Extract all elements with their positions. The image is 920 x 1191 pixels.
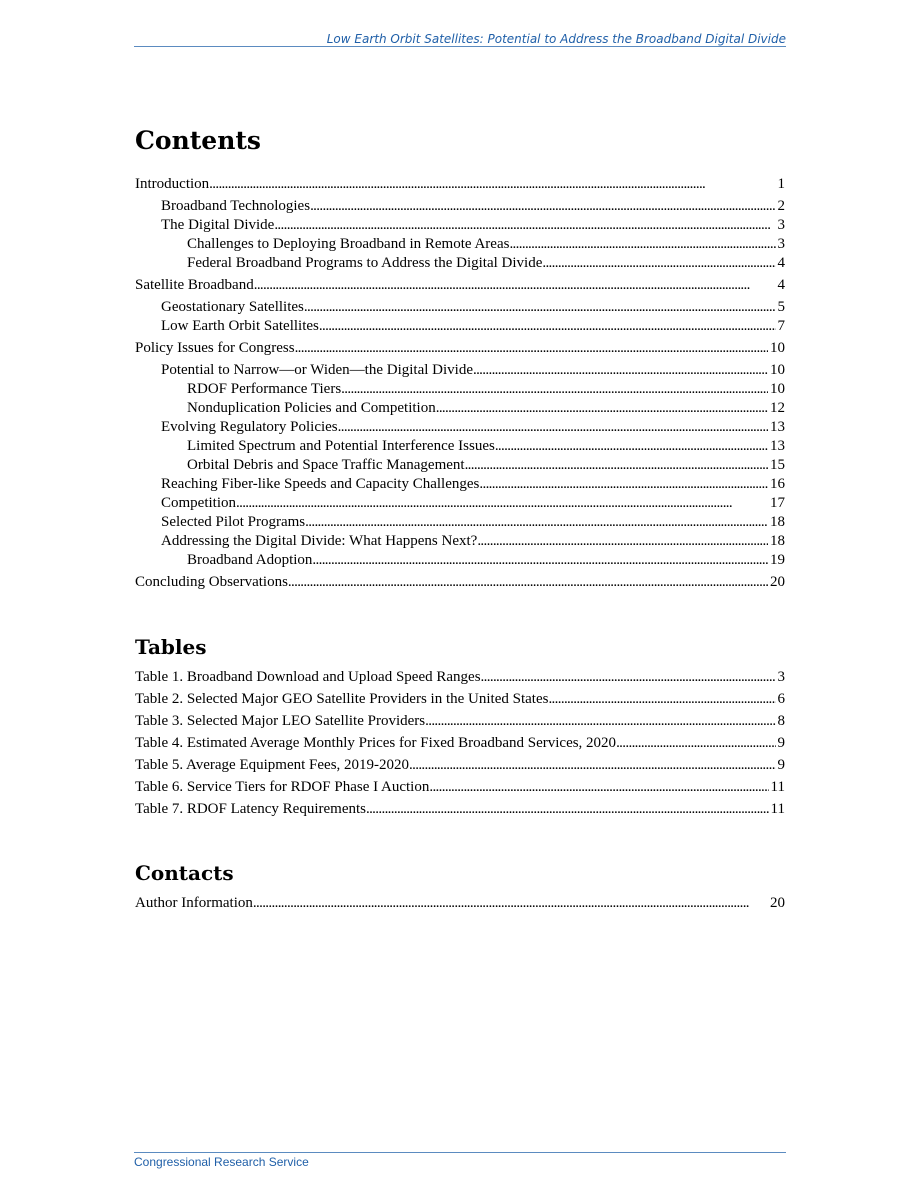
toc-entry[interactable] bbox=[135, 456, 785, 475]
table-entry-page: 9 bbox=[777, 757, 785, 773]
toc-entry-title: Broadband Adoption bbox=[187, 552, 313, 568]
toc-entry-page: 1 bbox=[777, 176, 785, 192]
table-entry-page: 11 bbox=[770, 801, 785, 817]
dot-leader bbox=[473, 361, 768, 380]
table-list-entry[interactable] bbox=[135, 800, 785, 819]
toc-entry-page: 13 bbox=[770, 438, 785, 454]
toc-entry-title: Policy Issues for Congress bbox=[135, 340, 295, 356]
toc-entry[interactable] bbox=[135, 317, 785, 336]
table-list-entry[interactable] bbox=[135, 690, 785, 709]
table-entry-page: 3 bbox=[777, 669, 785, 685]
toc-entry-title: Federal Broadband Programs to Address the Digital Divide bbox=[187, 255, 543, 271]
dot-leader bbox=[436, 399, 768, 418]
table-list-entry[interactable] bbox=[135, 668, 785, 687]
dot-leader bbox=[495, 437, 768, 456]
table-entry-page: 8 bbox=[777, 713, 785, 729]
running-footer bbox=[134, 1152, 786, 1170]
dot-leader bbox=[274, 216, 775, 235]
toc-entry-page: 13 bbox=[770, 419, 785, 435]
table-list-entry[interactable] bbox=[135, 778, 785, 797]
toc-entry-page: 12 bbox=[770, 400, 785, 416]
contact-entry-title: Author Information bbox=[135, 895, 253, 911]
dot-leader bbox=[479, 475, 768, 494]
toc-entry-page: 16 bbox=[770, 476, 785, 492]
toc-entry-title: RDOF Performance Tiers bbox=[187, 381, 342, 397]
toc-entry-title: Satellite Broadband bbox=[135, 277, 254, 293]
toc-entry-page: 7 bbox=[777, 318, 785, 334]
toc-entry-page: 3 bbox=[777, 217, 785, 233]
toc-entry-title: Addressing the Digital Divide: What Happens Next? bbox=[161, 533, 478, 549]
toc-entry[interactable] bbox=[135, 298, 785, 317]
section-spacer bbox=[135, 819, 785, 860]
toc-entry[interactable] bbox=[135, 216, 785, 235]
table-entry-title: Table 6. Service Tiers for RDOF Phase I Auction bbox=[135, 779, 430, 795]
table-entry-title: Table 5. Average Equipment Fees, 2019-2020 bbox=[135, 757, 410, 773]
dot-leader bbox=[253, 894, 768, 913]
toc-entry[interactable] bbox=[135, 276, 785, 295]
toc-entry[interactable] bbox=[135, 475, 785, 494]
toc-entry[interactable] bbox=[135, 197, 785, 216]
dot-leader bbox=[236, 494, 768, 513]
toc-entry[interactable] bbox=[135, 437, 785, 456]
toc-entry[interactable] bbox=[135, 339, 785, 358]
contacts-heading: Contacts bbox=[135, 861, 234, 885]
dot-leader bbox=[304, 298, 776, 317]
toc-entry-title: Low Earth Orbit Satellites bbox=[161, 318, 319, 334]
dot-leader bbox=[429, 778, 768, 797]
dot-leader bbox=[310, 197, 775, 216]
toc-entry-page: 15 bbox=[770, 457, 785, 473]
dot-leader bbox=[295, 339, 768, 358]
contact-entry[interactable] bbox=[135, 894, 785, 913]
toc-entry[interactable] bbox=[135, 418, 785, 437]
footer-organization: Congressional Research Service bbox=[134, 1155, 309, 1169]
toc-entry-title: Competition bbox=[161, 495, 236, 511]
table-of-contents bbox=[135, 124, 785, 913]
toc-entry-page: 10 bbox=[770, 362, 785, 378]
toc-entry-title: Nonduplication Policies and Competition bbox=[187, 400, 436, 416]
toc-entry[interactable] bbox=[135, 399, 785, 418]
toc-entry[interactable] bbox=[135, 513, 785, 532]
dot-leader bbox=[319, 317, 776, 336]
dot-leader bbox=[465, 456, 768, 475]
toc-entry-title: Limited Spectrum and Potential Interference Issues bbox=[187, 438, 495, 454]
toc-entry-title: Potential to Narrow—or Widen—the Digital Divide bbox=[161, 362, 473, 378]
toc-entry-title: Selected Pilot Programs bbox=[161, 514, 306, 530]
running-header bbox=[134, 33, 786, 47]
toc-entry[interactable] bbox=[135, 254, 785, 273]
toc-entry-page: 3 bbox=[777, 236, 785, 252]
section-spacer bbox=[135, 592, 785, 634]
dot-leader bbox=[254, 276, 776, 295]
table-entry-page: 11 bbox=[770, 779, 785, 795]
dot-leader bbox=[209, 175, 775, 194]
table-list-entry[interactable] bbox=[135, 712, 785, 731]
toc-entry-page: 4 bbox=[777, 277, 785, 293]
table-entry-title: Table 1. Broadband Download and Upload Speed Ranges bbox=[135, 669, 481, 685]
toc-entry[interactable] bbox=[135, 235, 785, 254]
toc-entry-page: 17 bbox=[770, 495, 785, 511]
tables-list bbox=[135, 668, 785, 819]
toc-entry-page: 2 bbox=[777, 198, 785, 214]
contents-list bbox=[135, 175, 785, 592]
table-entry-page: 9 bbox=[777, 735, 785, 751]
toc-entry[interactable] bbox=[135, 361, 785, 380]
toc-entry-title: Challenges to Deploying Broadband in Remote Areas bbox=[187, 236, 510, 252]
toc-entry-page: 19 bbox=[770, 552, 785, 568]
toc-entry[interactable] bbox=[135, 551, 785, 570]
table-entry-title: Table 4. Estimated Average Monthly Prices for Fixed Broadband Services, 2020 bbox=[135, 735, 617, 751]
toc-entry[interactable] bbox=[135, 532, 785, 551]
dot-leader bbox=[616, 734, 775, 753]
table-entry-page: 6 bbox=[777, 691, 785, 707]
toc-entry-title: Evolving Regulatory Policies bbox=[161, 419, 338, 435]
table-list-entry[interactable] bbox=[135, 756, 785, 775]
dot-leader bbox=[338, 418, 768, 437]
toc-entry-page: 18 bbox=[770, 533, 785, 549]
toc-entry[interactable] bbox=[135, 573, 785, 592]
toc-entry-title: Geostationary Satellites bbox=[161, 299, 304, 315]
toc-entry-page: 4 bbox=[777, 255, 785, 271]
dot-leader bbox=[481, 668, 776, 687]
dot-leader bbox=[312, 551, 768, 570]
toc-entry-title: Orbital Debris and Space Traffic Management bbox=[187, 457, 465, 473]
dot-leader bbox=[548, 690, 775, 709]
dot-leader bbox=[341, 380, 768, 399]
toc-entry-title: Concluding Observations bbox=[135, 574, 288, 590]
toc-entry-title: Reaching Fiber-like Speeds and Capacity Challenges bbox=[161, 476, 480, 492]
toc-entry-title: Introduction bbox=[135, 176, 210, 192]
toc-entry-title: The Digital Divide bbox=[161, 217, 275, 233]
contacts-list bbox=[135, 894, 785, 913]
running-header-title: Low Earth Orbit Satellites: Potential to Address the Broadband Digital Divide bbox=[326, 32, 786, 46]
dot-leader bbox=[366, 800, 769, 819]
table-list-entry[interactable] bbox=[135, 734, 785, 753]
contact-entry-page: 20 bbox=[770, 895, 785, 911]
toc-entry-page: 10 bbox=[770, 340, 785, 356]
dot-leader bbox=[425, 712, 775, 731]
tables-heading: Tables bbox=[135, 635, 207, 659]
table-entry-title: Table 3. Selected Major LEO Satellite Providers bbox=[135, 713, 426, 729]
dot-leader bbox=[288, 573, 768, 592]
dot-leader bbox=[409, 756, 775, 775]
table-entry-title: Table 7. RDOF Latency Requirements bbox=[135, 801, 366, 817]
dot-leader bbox=[509, 235, 775, 254]
table-entry-title: Table 2. Selected Major GEO Satellite Providers in the United States bbox=[135, 691, 549, 707]
dot-leader bbox=[477, 532, 768, 551]
toc-entry-title: Broadband Technologies bbox=[161, 198, 311, 214]
toc-entry[interactable] bbox=[135, 380, 785, 399]
toc-entry[interactable] bbox=[135, 494, 785, 513]
toc-entry-page: 5 bbox=[777, 299, 785, 315]
toc-entry-page: 20 bbox=[770, 574, 785, 590]
toc-entry-page: 10 bbox=[770, 381, 785, 397]
toc-entry[interactable] bbox=[135, 175, 785, 194]
dot-leader bbox=[542, 254, 775, 273]
contents-heading: Contents bbox=[135, 126, 262, 155]
dot-leader bbox=[305, 513, 768, 532]
toc-entry-page: 18 bbox=[770, 514, 785, 530]
